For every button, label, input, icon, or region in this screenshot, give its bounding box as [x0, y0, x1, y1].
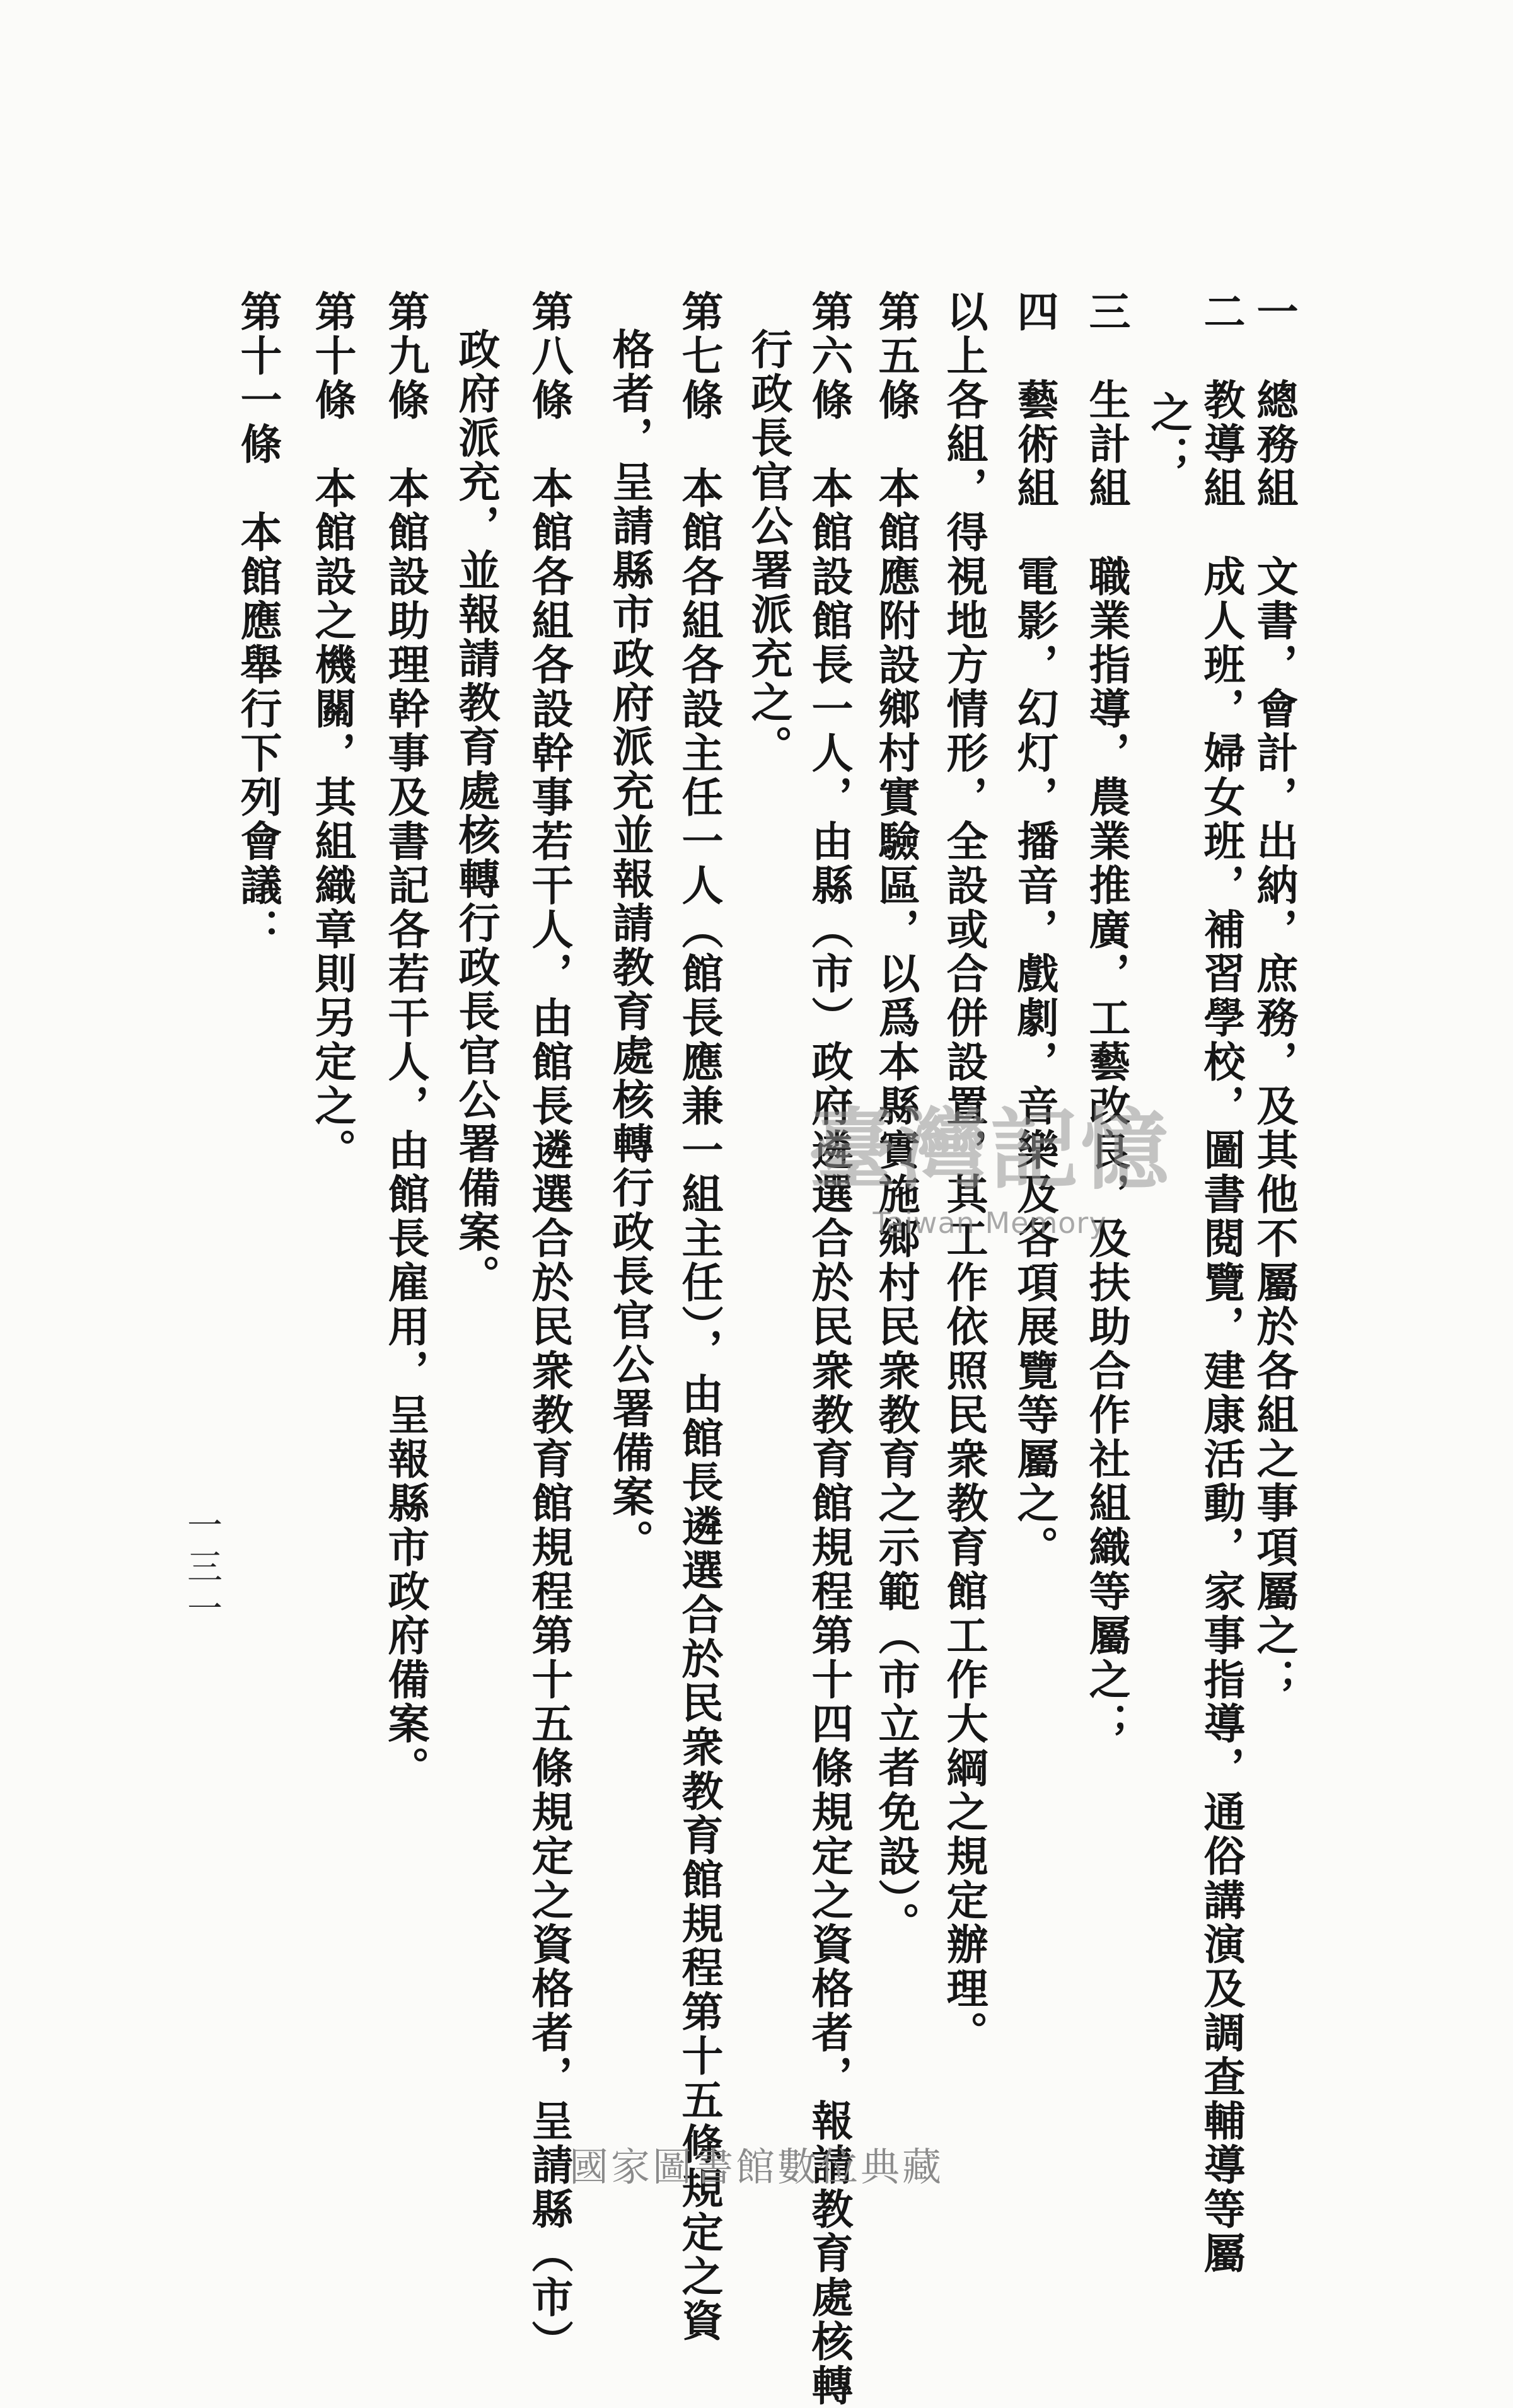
text-column-1: 一 總務組 文書，會計，出納，庶務，及其他不屬於各組之事項屬之； — [1249, 290, 1299, 1702]
text-column-8: 第六條 本館設館長一人，由縣（市）政府遴選合於民衆教育館規程第十四條規定之資格者，報請教育處核轉 — [804, 290, 854, 2408]
text-column-7: 第五條 本館應附設鄉村實驗區，以爲本縣實施鄉村民衆教育之示範（市立者免設）。 — [871, 290, 920, 1946]
text-column-2: 二 教導組 成人班，婦女班，補習學校，圖書閱覽，建康活動，家事指導，通俗講演及調查輔導等屬 — [1197, 290, 1246, 2276]
text-column-4: 三 生計組 職業指導，農業推廣，工藝改良，及扶助合作社組織等屬之； — [1082, 290, 1131, 1746]
text-column-11: 格者，呈請縣市政府派充並報請教育處核轉行政長官公署備案。 — [605, 328, 654, 1563]
footer-caption: 國家圖書館數位典藏 — [569, 2144, 944, 2190]
text-column-16: 第十一條 本館應舉行下列會議： — [233, 290, 282, 952]
text-column-3: 之； — [1144, 391, 1193, 479]
text-column-5: 四 藝術組 電影，幻灯，播音，戲劇，音樂及各項展覽等屬之。 — [1010, 290, 1059, 1570]
text-column-15: 第十條 本館設之機關，其組織章則另定之。 — [308, 290, 357, 1172]
text-column-9: 行政長官公署派充之。 — [744, 328, 793, 769]
taiwan-memory-watermark — [750, 1097, 1229, 1267]
text-column-12: 第八條 本館各組各設幹事若干人，由館長遴選合於民衆教育館規程第十五條規定之資格者，呈請縣（市） — [525, 290, 574, 2364]
page-number: 一三一 — [182, 1507, 223, 1631]
text-column-10: 第七條 本館各組各設主任一人（館長應兼一組主任），由館長遴選合於民衆教育館規程第十五條規定之資 — [675, 290, 724, 2343]
text-column-13: 政府派充，並報請教育處核轉行政長官公署備案。 — [451, 328, 501, 1299]
watermark-chinese: 臺灣記憶 — [808, 1099, 1171, 1202]
watermark-english: Taiwan Memory — [872, 1206, 1107, 1240]
text-column-14: 第九條 本館設助理幹事及書記各若干人，由館長雇用，呈報縣市政府備案。 — [381, 290, 430, 1790]
text-column-6: 以上各組，得視地方情形，全設或合併設置，其工作依照民衆教育館工作大綱之規定辦理。 — [939, 290, 988, 2055]
